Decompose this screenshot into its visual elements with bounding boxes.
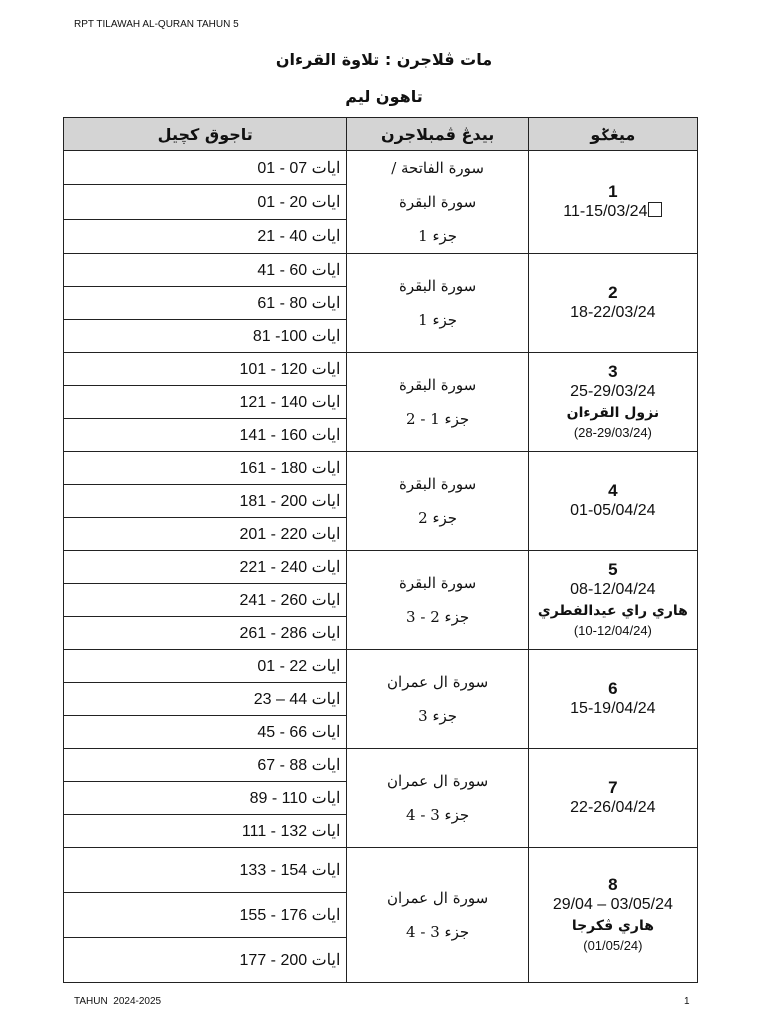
verse-range: 120 - 101: [239, 361, 308, 378]
verse-range-cell: [64, 518, 347, 551]
week-number: 6: [608, 679, 618, 698]
verse-prefix: ايات: [311, 361, 341, 378]
verse-range: 176 - 155: [239, 907, 308, 924]
topic-line: جزء 1 - 2: [406, 410, 470, 428]
week-date-text: 11-15/03/24: [563, 203, 648, 220]
week-number: 5: [608, 560, 618, 579]
verse-prefix: ايات: [311, 658, 341, 675]
verse-range: 260 - 241: [239, 592, 308, 609]
verse-range-cell: [64, 320, 347, 353]
verse-prefix: ايات: [311, 295, 341, 312]
verse-prefix: ايات: [311, 823, 341, 840]
week-cell: [528, 353, 697, 452]
topic-line: سورة البقرة: [399, 376, 477, 394]
table-row: [64, 254, 698, 287]
verse-range-cell: [64, 683, 347, 716]
holiday-date: (01/05/24): [583, 938, 643, 953]
verse-range: 200 - 181: [239, 493, 308, 510]
column-header-verses: تاجوق کچيل: [64, 118, 347, 151]
verse-range-cell: [64, 716, 347, 749]
verse-range: 100- 81: [252, 328, 308, 345]
topic-cell: [347, 353, 528, 452]
topic-cell: [347, 452, 528, 551]
verse-prefix: ايات: [311, 790, 341, 807]
column-header-week: ميڠݢو: [528, 118, 697, 151]
verse-prefix: ايات: [311, 526, 341, 543]
week-date-text: 15-19/04/24: [570, 700, 656, 717]
week-cell: [528, 452, 697, 551]
week-date-text: 08-12/04/24: [570, 581, 656, 598]
verse-prefix: ايات: [311, 625, 341, 642]
verse-range: 160 - 141: [239, 427, 308, 444]
topic-line: جزء 2: [418, 509, 458, 527]
topic-cell: [347, 650, 528, 749]
topic-line: سورة ال عمران: [387, 889, 489, 907]
verse-prefix: ايات: [311, 952, 341, 969]
week-date: [529, 895, 697, 915]
week-date: [529, 699, 697, 719]
running-header: RPT TILAWAH AL-QURAN TAHUN 5: [74, 19, 239, 30]
page-number: 1: [684, 996, 690, 1007]
week-block: [64, 353, 698, 452]
verse-range: 60 - 41: [257, 262, 308, 279]
topic-line: سورة البقرة: [399, 475, 477, 493]
verse-range: 66 - 45: [257, 724, 308, 741]
holiday-date: (10-12/04/24): [573, 623, 652, 638]
week-number: 8: [608, 875, 618, 894]
holiday-note: هاري راي عيدالفطري: [537, 603, 688, 619]
verse-range: 132 - 111: [241, 823, 308, 840]
week-cell: [528, 749, 697, 848]
verse-range: 07 - 01: [257, 159, 308, 177]
week-date: [529, 798, 697, 818]
week-date-text: 29/04 – 03/05/24: [552, 896, 673, 913]
topic-line: سورة البقرة: [399, 277, 477, 295]
topic-line: جزء 3 - 4: [406, 806, 470, 824]
week-block: [64, 254, 698, 353]
table-row: [64, 650, 698, 683]
table-row: [64, 749, 698, 782]
topic-line: جزء 2 - 3: [406, 608, 470, 626]
week-date: [529, 303, 697, 323]
verse-range-cell: [64, 287, 347, 320]
footer-year: TAHUN 2024-2025: [74, 996, 162, 1007]
verse-range-cell: [64, 353, 347, 386]
verse-range-cell: [64, 452, 347, 485]
week-block: [64, 151, 698, 254]
verse-range: 140 - 121: [239, 394, 308, 411]
week-number: 3: [608, 362, 618, 381]
verse-range: 220 - 201: [239, 526, 308, 543]
week-block: [64, 452, 698, 551]
holiday-note: نزول القرءان: [566, 405, 660, 421]
verse-range-cell: [64, 938, 347, 983]
verse-range: 44 – 23: [253, 691, 308, 708]
week-date: [529, 202, 697, 222]
verse-prefix: ايات: [311, 691, 341, 708]
week-date-text: 22-26/04/24: [570, 799, 656, 816]
table-row: [64, 452, 698, 485]
topic-cell: [347, 151, 528, 254]
table-row: [64, 151, 698, 185]
verse-range-cell: [64, 551, 347, 584]
verse-range: 80 - 61: [257, 295, 308, 312]
topic-cell: [347, 848, 528, 983]
checkbox-glyph: [648, 202, 662, 217]
topic-line: سورة البقرة: [399, 574, 477, 592]
week-cell: [528, 151, 697, 254]
verse-range-cell: [64, 386, 347, 419]
week-cell: [528, 848, 697, 983]
verse-prefix: ايات: [311, 559, 341, 576]
week-date-text: 01-05/04/24: [570, 502, 656, 519]
table-row: [64, 353, 698, 386]
verse-prefix: ايات: [311, 592, 341, 609]
topic-line: جزء 3 - 4: [406, 923, 470, 941]
verse-range-cell: [64, 151, 347, 185]
verse-range-cell: [64, 749, 347, 782]
verse-prefix: ايات: [311, 159, 341, 177]
verse-prefix: ايات: [311, 228, 341, 246]
verse-range: 88 - 67: [257, 757, 308, 774]
verse-range: 200 - 177: [239, 952, 308, 969]
verse-range-cell: [64, 584, 347, 617]
verse-range-cell: [64, 650, 347, 683]
week-date: [529, 501, 697, 521]
verse-range: 180 - 161: [239, 460, 308, 477]
verse-range-cell: [64, 219, 347, 253]
table-header-row: [64, 118, 698, 151]
verse-range-cell: [64, 419, 347, 452]
page-title: مات ڤلاجرن : تلاوة القرءان: [275, 50, 493, 69]
verse-range: 240 - 221: [239, 559, 308, 576]
verse-prefix: ايات: [311, 862, 341, 879]
week-block: [64, 848, 698, 983]
verse-range-cell: [64, 617, 347, 650]
week-cell: [528, 551, 697, 650]
verse-range-cell: [64, 893, 347, 938]
verse-prefix: ايات: [311, 493, 341, 510]
week-date-text: 18-22/03/24: [570, 304, 656, 321]
week-block: [64, 749, 698, 848]
week-date: [529, 382, 697, 402]
verse-prefix: ايات: [311, 328, 341, 345]
verse-prefix: ايات: [311, 262, 341, 279]
schedule-table: [63, 117, 698, 983]
verse-prefix: ايات: [311, 427, 341, 444]
table-row: [64, 551, 698, 584]
verse-range-cell: [64, 485, 347, 518]
week-number: 7: [608, 778, 618, 797]
topic-cell: [347, 551, 528, 650]
topic-line: جزء 3: [418, 707, 458, 725]
week-cell: [528, 650, 697, 749]
week-block: [64, 551, 698, 650]
holiday-note: هاري ڤكرجا: [571, 918, 654, 934]
topic-line: سورة البقرة: [399, 193, 477, 211]
verse-prefix: ايات: [311, 394, 341, 411]
topic-line: سورة الفاتحة /: [391, 159, 484, 177]
holiday-date: (28-29/03/24): [573, 425, 652, 440]
verse-range: 40 - 21: [257, 228, 308, 246]
topic-cell: [347, 254, 528, 353]
table-row: [64, 848, 698, 893]
verse-range: 154 - 133: [239, 862, 308, 879]
topic-line: سورة ال عمران: [387, 772, 489, 790]
week-date: [529, 580, 697, 600]
topic-line: جزء 1: [418, 311, 458, 329]
topic-cell: [347, 749, 528, 848]
verse-prefix: ايات: [311, 460, 341, 477]
verse-range-cell: [64, 185, 347, 219]
verse-range-cell: [64, 848, 347, 893]
verse-range: 110 - 89: [249, 790, 308, 807]
page-subtitle: تاهون ليم: [345, 87, 423, 106]
column-header-topic: بيدڠ ڤمبلاجرن: [347, 118, 528, 151]
week-number: 1: [608, 182, 618, 201]
verse-prefix: ايات: [311, 757, 341, 774]
verse-range-cell: [64, 815, 347, 848]
topic-line: سورة ال عمران: [387, 673, 489, 691]
verse-range-cell: [64, 782, 347, 815]
verse-range: 22 - 01: [257, 658, 308, 675]
verse-range: 286 - 261: [239, 625, 308, 642]
verse-prefix: ايات: [311, 193, 341, 211]
week-block: [64, 650, 698, 749]
verse-prefix: ايات: [311, 907, 341, 924]
week-number: 2: [608, 283, 618, 302]
week-date-text: 25-29/03/24: [570, 383, 656, 400]
week-number: 4: [608, 481, 618, 500]
topic-line: جزء 1: [418, 227, 458, 245]
verse-range: 20 - 01: [257, 193, 308, 211]
verse-range-cell: [64, 254, 347, 287]
week-cell: [528, 254, 697, 353]
verse-prefix: ايات: [311, 724, 341, 741]
